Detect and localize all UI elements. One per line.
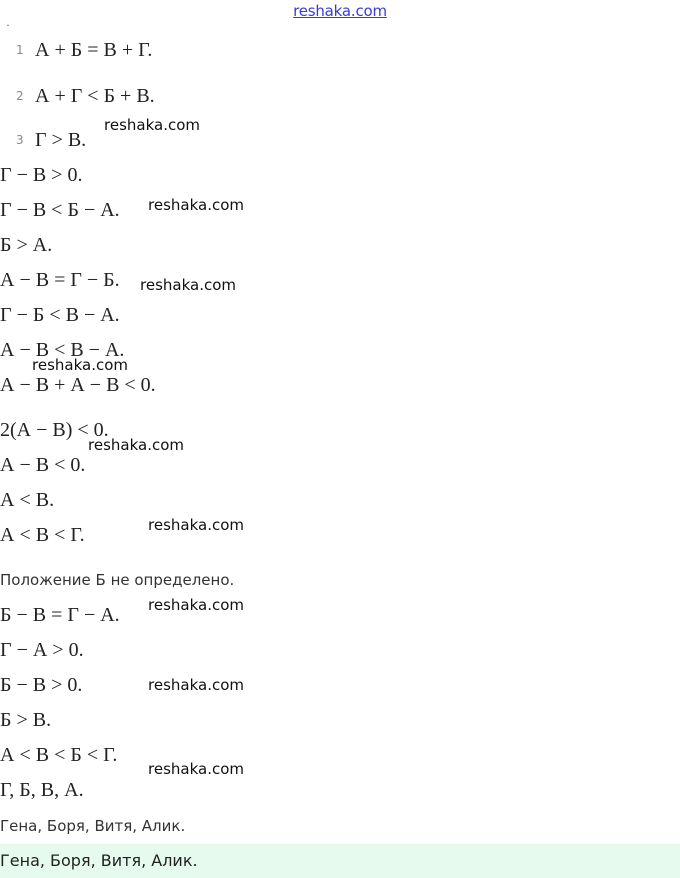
watermark: reshaka.com	[32, 356, 128, 374]
watermark: reshaka.com	[148, 596, 244, 614]
derivation-line: Г − В > 0.	[0, 164, 83, 186]
marker-dot: ·	[6, 18, 10, 32]
note-text: Положение Б не определено.	[0, 571, 235, 589]
watermark: reshaka.com	[140, 276, 236, 294]
derivation-line: А − В < 0.	[0, 454, 86, 476]
condition-3	[16, 128, 86, 152]
condition-number: 3	[16, 133, 24, 147]
derivation-line: Б − В = Г − А.	[0, 604, 120, 626]
watermark: reshaka.com	[148, 516, 244, 534]
derivation-line: Г − А > 0.	[0, 639, 84, 661]
derivation-line: Б > В.	[0, 709, 52, 731]
derivation-line: А < В.	[0, 489, 55, 511]
condition-1	[16, 38, 152, 62]
derivation-line: А − В + А − В < 0.	[0, 374, 156, 396]
condition-number: 1	[16, 43, 24, 57]
condition-expression: А + Б = В + Г.	[35, 39, 153, 61]
answer-text: Гена, Боря, Витя, Алик.	[0, 851, 198, 870]
derivation-line: Б − В > 0.	[0, 674, 83, 696]
watermark: reshaka.com	[88, 436, 184, 454]
watermark: reshaka.com	[148, 760, 244, 778]
site-link[interactable]: reshaka.com	[293, 2, 387, 20]
derivation-line: Б > А.	[0, 234, 53, 256]
derivation-line: Г − В < Б − А.	[0, 199, 120, 221]
watermark: reshaka.com	[104, 116, 200, 134]
derivation-line: А < В < Г.	[0, 524, 85, 546]
result-text: Гена, Боря, Витя, Алик.	[0, 817, 186, 835]
derivation-line: Г, Б, В, А.	[0, 779, 84, 801]
condition-2	[16, 84, 155, 108]
condition-expression: Г > В.	[35, 129, 87, 151]
watermark: reshaka.com	[148, 676, 244, 694]
answer-box	[0, 844, 680, 878]
derivation-line: А − В < В − А.	[0, 339, 125, 361]
derivation-line: А − В = Г − Б.	[0, 269, 120, 291]
watermark: reshaka.com	[148, 196, 244, 214]
derivation-line: Г − Б < В − А.	[0, 304, 120, 326]
derivation-line: 2(А − В) < 0.	[0, 419, 109, 441]
condition-expression: А + Г < Б + В.	[35, 85, 155, 107]
derivation-line: А < В < Б < Г.	[0, 744, 118, 766]
condition-number: 2	[16, 89, 24, 103]
